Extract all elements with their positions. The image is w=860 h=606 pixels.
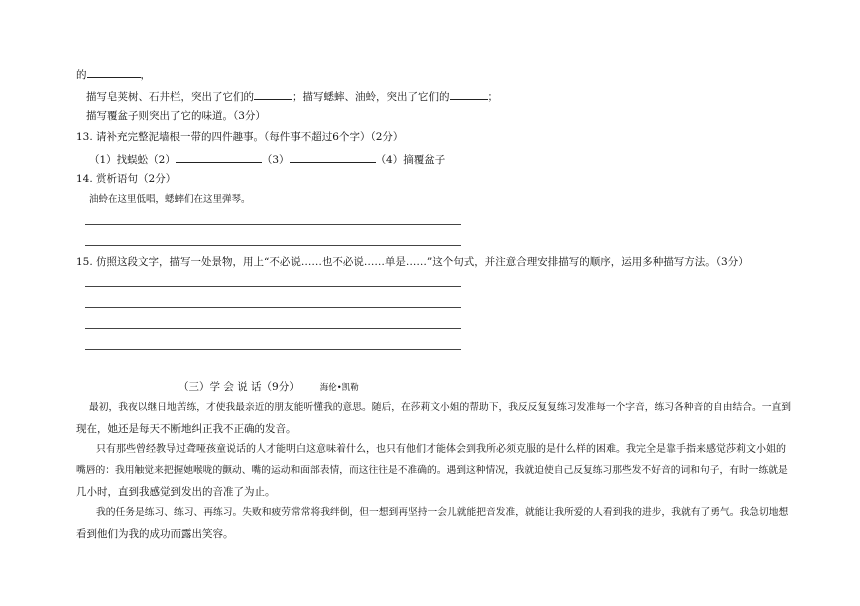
question-15: 15. 仿照这段文字，描写一处景物，用上“不必说……也不必说……单是……”这个句式，并注意合理安排描写的顺序，运用多种描写方法。（3分） bbox=[76, 256, 749, 268]
fill-line-2-part2: ；描写蟋蟀、油蛉，突出了它们的 bbox=[292, 91, 450, 103]
paragraph-1-line-1: 最初，我夜以继日地苦练，才使我最亲近的朋友能听懂我的意思。随后，在莎莉文小姐的帮助下，我反反复复练习发准每一个字音，练习各种音的自由结合。一直到 bbox=[89, 402, 791, 413]
answer-line-15-2[interactable] bbox=[85, 307, 461, 308]
q13-item-4: （4）摘覆盆子 bbox=[375, 154, 446, 166]
fill-line-3: 描写覆盆子则突出了它的味道。（3分） bbox=[86, 110, 266, 122]
answer-blank-2[interactable] bbox=[254, 88, 292, 100]
answer-line-14-2[interactable] bbox=[85, 245, 461, 246]
question-14-quote: 油蛉在这里低唱，蟋蟀们在这里弹琴。 bbox=[89, 194, 251, 205]
paragraph-1-line-2: 现在，她还是每天不断地纠正我不正确的发音。 bbox=[76, 423, 297, 435]
section-3-heading bbox=[178, 380, 359, 395]
question-13: 13. 请补充完整泥墙根一带的四件趣事。（每件事不超过6个字）（2分） bbox=[76, 131, 404, 143]
q13-item-3: （3） bbox=[261, 154, 290, 166]
answer-blank-3[interactable] bbox=[450, 88, 488, 100]
fill-line-1 bbox=[76, 66, 151, 82]
paragraph-2-line-1: 只有那些曾经教导过聋哑孩童说话的人才能明白这意味着什么，也只有他们才能体会到我所必须克服的是什么样的困难。我完全是靠手指来感觉莎莉文小姐的 bbox=[96, 444, 786, 455]
fill-line-2 bbox=[86, 88, 498, 104]
paragraph-2-line-2: 嘴唇的：我用触觉来把握她喉咙的颤动、嘴的运动和面部表情，而这往往是不准确的。遇到这种情况，我就迫使自己反复练习那些发不好音的词和句子，有时一练就是 bbox=[76, 465, 788, 476]
answer-blank-q13-2[interactable] bbox=[176, 151, 262, 163]
paragraph-3-line-2: 看到他们为我的成功而露出笑容。 bbox=[76, 528, 234, 540]
paragraph-3-line-1: 我的任务是练习、练习、再练习。失败和疲劳常常将我绊倒，但一想到再坚持一会儿就能把音发准，就能让我所爱的人看到我的进步，我就有了勇气。我急切地想 bbox=[96, 507, 789, 518]
answer-line-15-4[interactable] bbox=[85, 349, 461, 350]
answer-line-15-1[interactable] bbox=[85, 286, 461, 287]
fill-line-2-part1: 描写皂荚树、石井栏，突出了它们的 bbox=[86, 91, 254, 103]
fill-line-2-part3: ； bbox=[487, 91, 498, 103]
answer-blank-1[interactable] bbox=[87, 66, 141, 78]
answer-line-14-1[interactable] bbox=[85, 224, 461, 225]
section-3-title: （三）学 会 说 话（9分） bbox=[178, 381, 300, 393]
q13-item-1-2: （1）找蜈蚣（2） bbox=[89, 154, 176, 166]
section-3-author: 海伦•凯勒 bbox=[319, 383, 359, 393]
question-13-items bbox=[89, 151, 445, 167]
paragraph-2-line-3: 几小时，直到我感觉到发出的音准了为止。 bbox=[76, 486, 276, 498]
question-14: 14. 赏析语句（2分） bbox=[76, 173, 177, 185]
answer-line-15-3[interactable] bbox=[85, 328, 461, 329]
answer-blank-q13-3[interactable] bbox=[290, 151, 376, 163]
fill-line-1-suffix: ， bbox=[140, 69, 151, 81]
fill-line-1-prefix: 的 bbox=[76, 69, 87, 81]
